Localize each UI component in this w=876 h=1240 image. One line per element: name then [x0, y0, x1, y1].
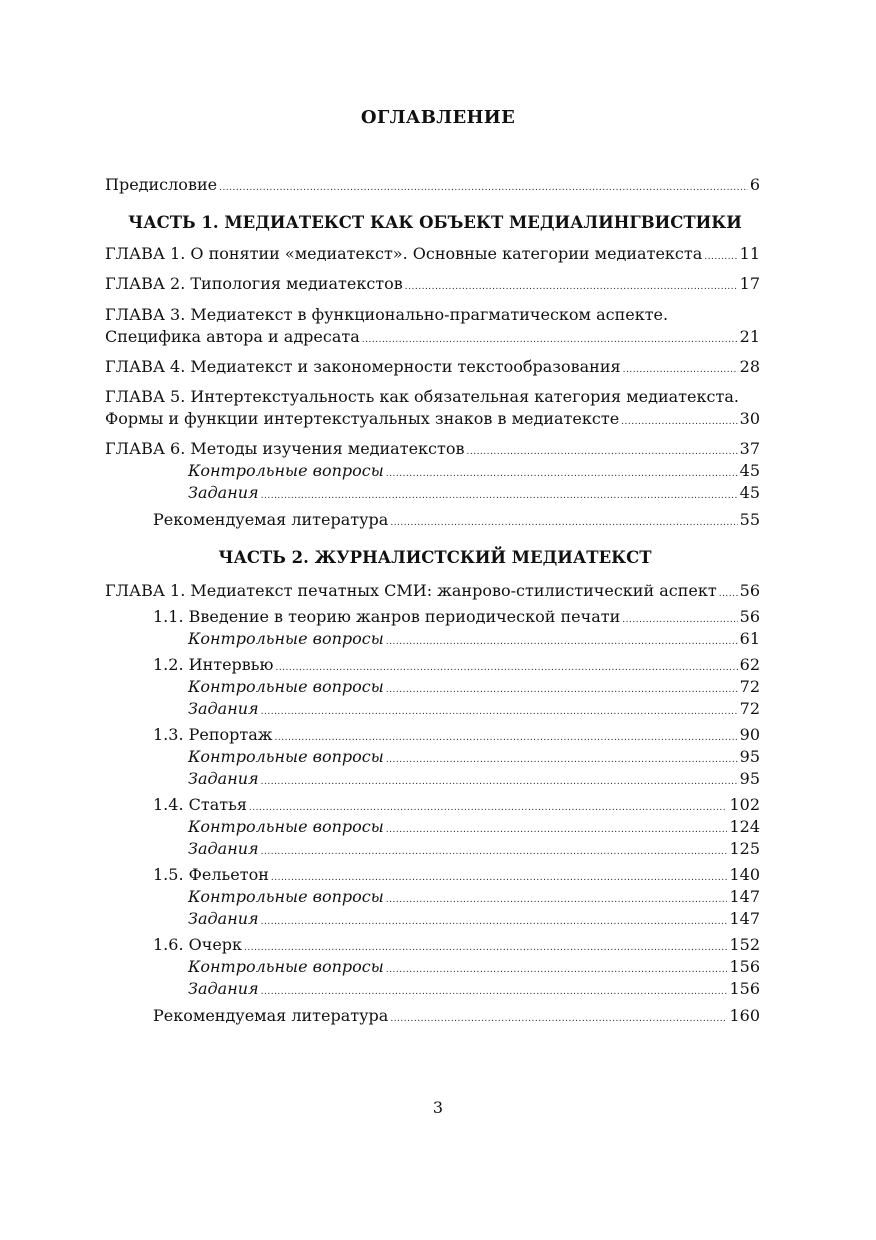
toc-entry-part2-ch1[interactable]: [105, 580, 760, 602]
toc-entry-part1-ch2[interactable]: [105, 273, 760, 295]
leader-dots: [390, 1008, 727, 1030]
leader-dots: [719, 583, 738, 605]
toc-entry-section-1-4-questions[interactable]: [188, 816, 760, 838]
toc-entry-section-1-3-tasks[interactable]: [188, 768, 760, 790]
leader-dots: [261, 911, 728, 933]
toc-entry-page: 156: [729, 957, 760, 976]
toc-entry-page: 125: [729, 839, 760, 858]
toc-entry-label: ГЛАВА 2. Типология медиатекстов: [105, 274, 403, 293]
leader-dots: [261, 485, 738, 507]
toc-entry-page: 21: [739, 327, 760, 346]
toc-entry-page: 90: [739, 725, 760, 744]
toc-entry-section-1-2-tasks[interactable]: [188, 698, 760, 720]
leader-dots: [261, 981, 728, 1003]
toc-entry-label: Контрольные вопросы: [188, 629, 384, 648]
leader-dots: [261, 841, 728, 863]
toc-entry-label: Задания: [188, 839, 259, 858]
toc-entry-label: 1.6. Очерк: [153, 935, 243, 954]
page-number: 3: [432, 1098, 444, 1117]
toc-entry-label: Задания: [188, 979, 259, 998]
toc-entry-section-1-6[interactable]: [153, 934, 760, 956]
toc-entry-label: Рекомендуемая литература: [153, 510, 389, 529]
toc-entry-part1-ch4[interactable]: [105, 356, 760, 378]
toc-entry-page: 55: [739, 510, 760, 529]
toc-entry-label: 1.5. Фельетон: [153, 865, 269, 884]
toc-entry-part1-literature[interactable]: [153, 509, 760, 531]
toc-entry-section-1-5-tasks[interactable]: [188, 908, 760, 930]
page-title: ОГЛАВЛЕНИЕ: [360, 107, 516, 128]
leader-dots: [390, 512, 737, 534]
toc-entry-page: 95: [739, 769, 760, 788]
toc-entry-page: 147: [729, 909, 760, 928]
toc-entry-label: Задания: [188, 909, 259, 928]
toc-entry-part1-ch5[interactable]: [105, 408, 760, 430]
toc-entry-label: Контрольные вопросы: [188, 957, 384, 976]
toc-entry-label: Контрольные вопросы: [188, 887, 384, 906]
toc-entry-label: ГЛАВА 6. Методы изучения медиатекстов: [105, 439, 465, 458]
toc-entry-page: 147: [729, 887, 760, 906]
toc-entry-page: 45: [739, 461, 760, 480]
toc-entry-label: Контрольные вопросы: [188, 817, 384, 836]
toc-entry-page: 28: [739, 357, 760, 376]
toc-entry-page: 140: [729, 865, 760, 884]
toc-entry-part1-ch6[interactable]: [105, 438, 760, 460]
toc-entry-section-1-3[interactable]: [153, 724, 760, 746]
toc-entry-page: 72: [739, 699, 760, 718]
toc-entry-section-1-4-tasks[interactable]: [188, 838, 760, 860]
toc-entry-section-1-6-tasks[interactable]: [188, 978, 760, 1000]
leader-dots: [362, 329, 738, 351]
toc-entry-page: 6: [749, 175, 760, 194]
toc-entry-section-1-1[interactable]: [153, 606, 760, 628]
toc-entry-section-1-5-questions[interactable]: [188, 886, 760, 908]
toc-entry-page: 102: [729, 795, 760, 814]
toc-entry-page: 56: [739, 581, 760, 600]
toc-entry-label: Предисловие: [105, 175, 218, 194]
toc-entry-page: 152: [729, 935, 760, 954]
toc-entry-section-1-1-questions[interactable]: [188, 628, 760, 650]
toc-entry-section-1-2-questions[interactable]: [188, 676, 760, 698]
toc-entry-page: 62: [739, 655, 760, 674]
toc-entry-label: 1.2. Интервью: [153, 655, 274, 674]
toc-entry-part1-ch5-line1[interactable]: ГЛАВА 5. Интертекстуальность как обязательная категория медиатекста.: [105, 387, 739, 406]
toc-entry-part1-ch3[interactable]: [105, 326, 760, 348]
toc-entry-label: Формы и функции интертекстуальных знаков в медиатексте: [105, 409, 620, 428]
toc-entry-section-1-2[interactable]: [153, 654, 760, 676]
leader-dots: [386, 631, 738, 653]
leader-dots: [261, 701, 738, 723]
toc-entry-part2-literature[interactable]: [153, 1005, 760, 1027]
toc-entry-label: Контрольные вопросы: [188, 677, 384, 696]
toc-entry-label: Задания: [188, 699, 259, 718]
toc-entry-label: Специфика автора и адресата: [105, 327, 360, 346]
toc-entry-part1-ch3-line1[interactable]: ГЛАВА 3. Медиатекст в функционально-прагматическом аспекте.: [105, 305, 669, 324]
toc-entry-section-1-4[interactable]: [153, 794, 760, 816]
toc-entry-page: 30: [739, 409, 760, 428]
leader-dots: [621, 411, 737, 433]
toc-entry-page: 124: [729, 817, 760, 836]
toc-entry-page: 37: [739, 439, 760, 458]
toc-entry-label: ГЛАВА 1. Медиатекст печатных СМИ: жанрово-стилистический аспект: [105, 581, 717, 600]
leader-dots: [405, 276, 738, 298]
toc-entry-section-1-3-questions[interactable]: [188, 746, 760, 768]
toc-entry-label: Контрольные вопросы: [188, 461, 384, 480]
toc-entry-preface[interactable]: [105, 174, 760, 196]
toc-entry-label: Задания: [188, 483, 259, 502]
toc-entry-label: 1.4. Статья: [153, 795, 247, 814]
toc-entry-label: Рекомендуемая литература: [153, 1006, 389, 1025]
toc-entry-page: 95: [739, 747, 760, 766]
part1-title: ЧАСТЬ 1. МЕДИАТЕКСТ КАК ОБЪЕКТ МЕДИАЛИНГВИСТИКИ: [128, 213, 742, 232]
leader-dots: [261, 771, 738, 793]
toc-entry-page: 17: [739, 274, 760, 293]
leader-dots: [219, 177, 748, 199]
toc-entry-page: 11: [739, 244, 760, 263]
toc-entry-part1-ch1[interactable]: [105, 243, 760, 265]
toc-entry-label: 1.1. Введение в теорию жанров периодической печати: [153, 607, 621, 626]
toc-entry-page: 72: [739, 677, 760, 696]
toc-entry-page: 156: [729, 979, 760, 998]
toc-entry-label: Задания: [188, 769, 259, 788]
toc-entry-page: 61: [739, 629, 760, 648]
toc-entry-page: 56: [739, 607, 760, 626]
toc-entry-label: ГЛАВА 4. Медиатекст и закономерности текстообразования: [105, 357, 621, 376]
toc-entry-label: ГЛАВА 1. О понятии «медиатекст». Основные категории медиатекста: [105, 244, 703, 263]
toc-entry-label: 1.3. Репортаж: [153, 725, 273, 744]
leader-dots: [623, 359, 738, 381]
toc-entry-label: Контрольные вопросы: [188, 747, 384, 766]
leader-dots: [704, 246, 737, 268]
toc-entry-part1-questions[interactable]: [188, 460, 760, 482]
part2-title: ЧАСТЬ 2. ЖУРНАЛИСТСКИЙ МЕДИАТЕКСТ: [218, 548, 652, 567]
toc-entry-page: 160: [729, 1006, 760, 1025]
toc-entry-part1-tasks[interactable]: [188, 482, 760, 504]
toc-entry-section-1-6-questions[interactable]: [188, 956, 760, 978]
toc-entry-page: 45: [739, 483, 760, 502]
toc-entry-section-1-5[interactable]: [153, 864, 760, 886]
